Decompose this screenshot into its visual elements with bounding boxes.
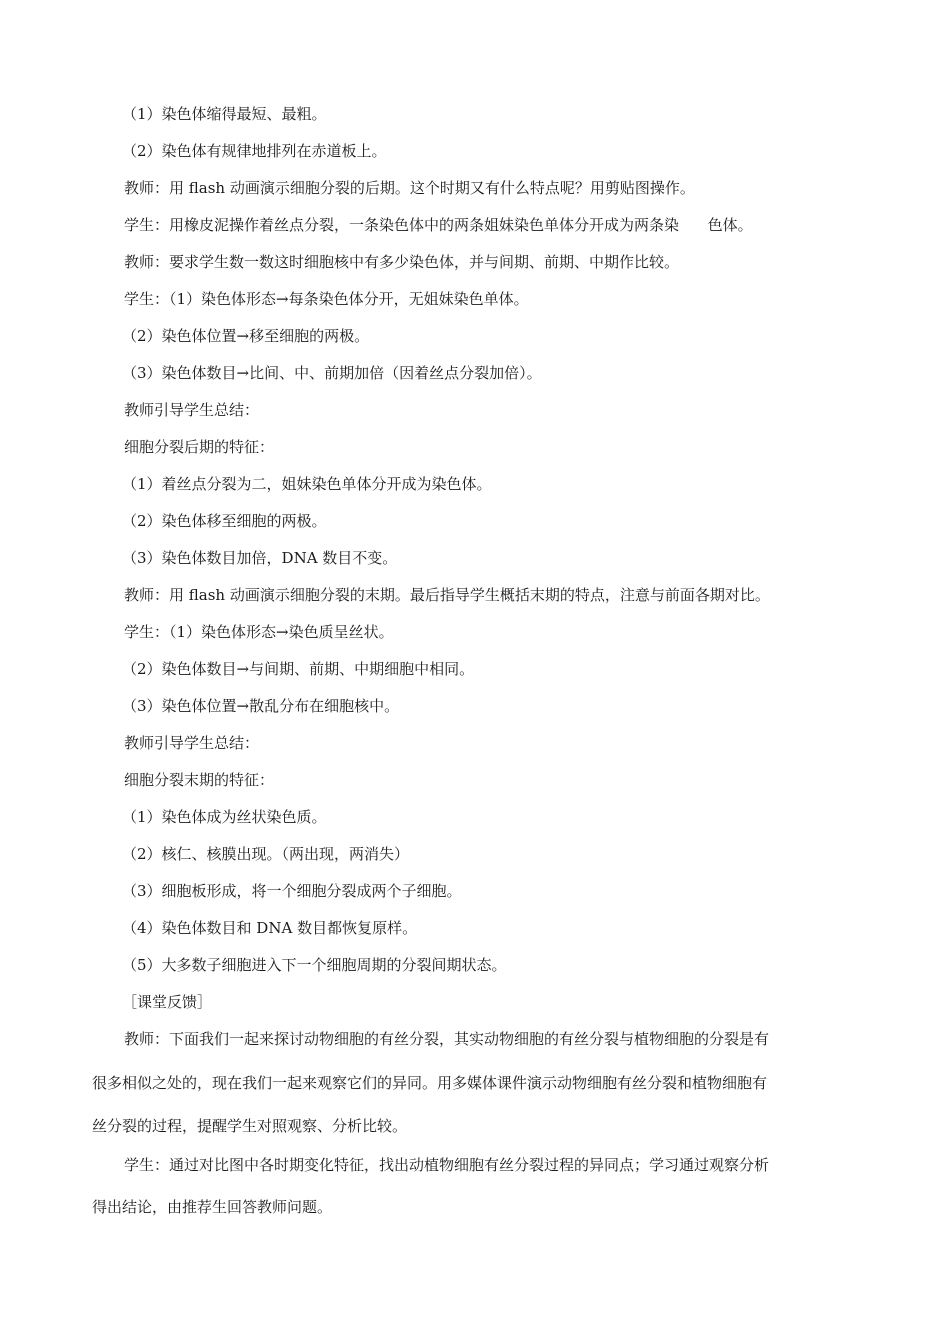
text-line: 学生：通过对比图中各时期变化特征，找出动植物细胞有丝分裂过程的异同点；学习通过观察分析: [124, 1156, 770, 1174]
text-line: 细胞分裂末期的特征：: [124, 771, 275, 789]
text-line: （2）核仁、核膜出现。（两出现，两消失）: [122, 845, 410, 863]
text-line: 学生：用橡皮泥操作着丝点分裂，一条染色体中的两条姐妹染色单体分开成为两条染 色体。: [124, 216, 753, 234]
text-line: （3）染色体位置→散乱分布在细胞核中。: [122, 697, 400, 715]
section-heading: ［课堂反馈］: [122, 993, 213, 1011]
text-line: 教师：要求学生数一数这时细胞核中有多少染色体，并与间期、前期、中期作比较。: [124, 253, 680, 271]
text-line: （2）染色体移至细胞的两极。: [122, 512, 327, 530]
text-line: （3）染色体数目→比间、中、前期加倍（因着丝点分裂加倍）。: [122, 364, 542, 382]
text-line: （1）染色体成为丝状染色质。: [122, 808, 327, 826]
text-line: （2）染色体位置→移至细胞的两极。: [122, 327, 370, 345]
text-line: （2）染色体有规律地排列在赤道板上。: [122, 142, 387, 160]
text-line: 教师引导学生总结：: [124, 401, 260, 419]
text-line: （4）染色体数目和 DNA 数目都恢复原样。: [122, 919, 418, 937]
text-line: （3）染色体数目加倍，DNA 数目不变。: [122, 549, 398, 567]
text-line: （5）大多数子细胞进入下一个细胞周期的分裂间期状态。: [122, 956, 507, 974]
text-line: 丝分裂的过程，提醒学生对照观察、分析比较。: [92, 1117, 408, 1135]
text-line: 学生：（1）染色体形态→染色质呈丝状。: [124, 623, 394, 641]
text-line: （1）着丝点分裂为二，姐妹染色单体分开成为染色体。: [122, 475, 492, 493]
text-line: 教师：用 flash 动画演示细胞分裂的后期。这个时期又有什么特点呢？用剪贴图操作。: [124, 179, 695, 197]
text-line: 教师：下面我们一起来探讨动物细胞的有丝分裂，其实动物细胞的有丝分裂与植物细胞的分裂是有: [124, 1030, 770, 1048]
text-line: 教师：用 flash 动画演示细胞分裂的末期。最后指导学生概括末期的特点，注意与前面各期对比。: [124, 586, 770, 604]
text-line: 细胞分裂后期的特征：: [124, 438, 275, 456]
text-line: （2）染色体数目→与间期、前期、中期细胞中相同。: [122, 660, 475, 678]
text-line: （3）细胞板形成，将一个细胞分裂成两个子细胞。: [122, 882, 462, 900]
text-line: 学生：（1）染色体形态→每条染色体分开，无姐妹染色单体。: [124, 290, 529, 308]
text-line: 很多相似之处的，现在我们一起来观察它们的异同。用多媒体课件演示动物细胞有丝分裂和植物细胞有: [92, 1074, 768, 1092]
text-line: 教师引导学生总结：: [124, 734, 260, 752]
text-line: （1）染色体缩得最短、最粗。: [122, 105, 327, 123]
text-line: 得出结论，由推荐生回答教师问题。: [92, 1198, 333, 1216]
